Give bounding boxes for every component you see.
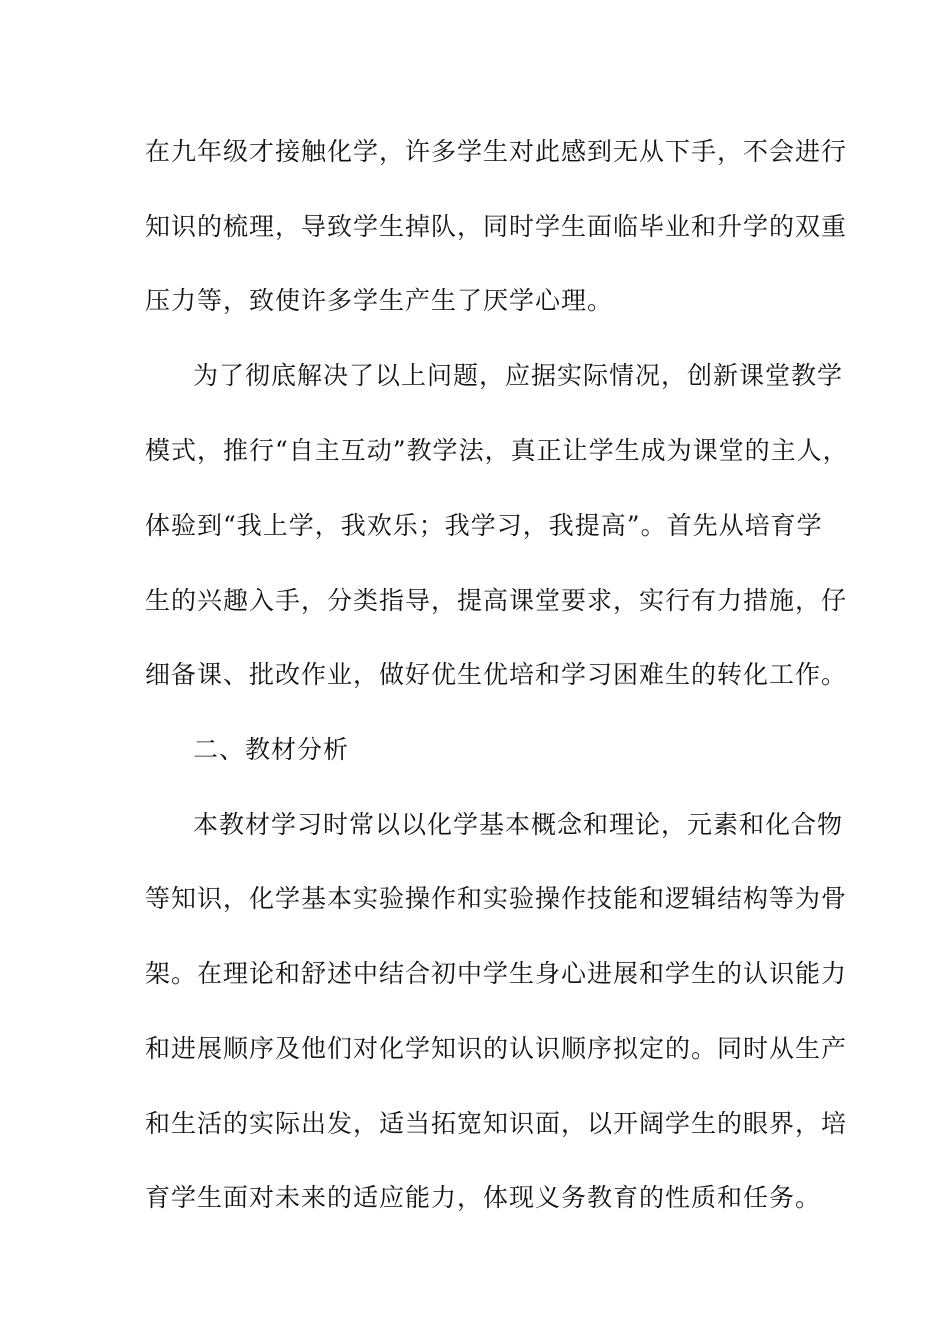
text-line: 和生活的实际出发，适当拓宽知识面，以开阔学生的眼界，培 — [145, 1109, 848, 1138]
paragraph-first-line: 本教材学习时常以以化学基本概念和理论，元素和化合物 — [193, 810, 844, 839]
text-line: 生的兴趣入手，分类指导，提高课堂要求，实行有力措施，仔 — [145, 586, 848, 615]
text-line: 体验到“我上学，我欢乐；我学习，我提高”。首先从培育学 — [145, 511, 823, 540]
text-line: 和进展顺序及他们对化学知识的认识顺序拟定的。同时从生产 — [145, 1034, 848, 1063]
text-line: 架。在理论和舒述中结合初中学生身心进展和学生的认识能力 — [145, 959, 848, 988]
text-line: 压力等，致使许多学生产生了厌学心理。 — [145, 286, 614, 315]
text-line: 在九年级才接触化学，许多学生对此感到无从下手，不会进行 — [145, 137, 848, 166]
text-line: 细备课、批改作业，做好优生优培和学习困难生的转化工作。 — [145, 660, 848, 689]
text-line: 知识的梳理，导致学生掉队，同时学生面临毕业和升学的双重 — [145, 212, 848, 241]
paragraph-first-line: 为了彻底解决了以上问题，应据实际情况，创新课堂教学 — [193, 361, 844, 390]
text-line: 育学生面对未来的适应能力，体现义务教育的性质和任务。 — [145, 1183, 822, 1212]
text-line: 等知识，化学基本实验操作和实验操作技能和逻辑结构等为骨 — [145, 884, 848, 913]
section-heading: 二、教材分析 — [193, 735, 350, 764]
text-line: 模式，推行“自主互动”教学法，真正让学生成为课堂的主人， — [145, 436, 849, 465]
